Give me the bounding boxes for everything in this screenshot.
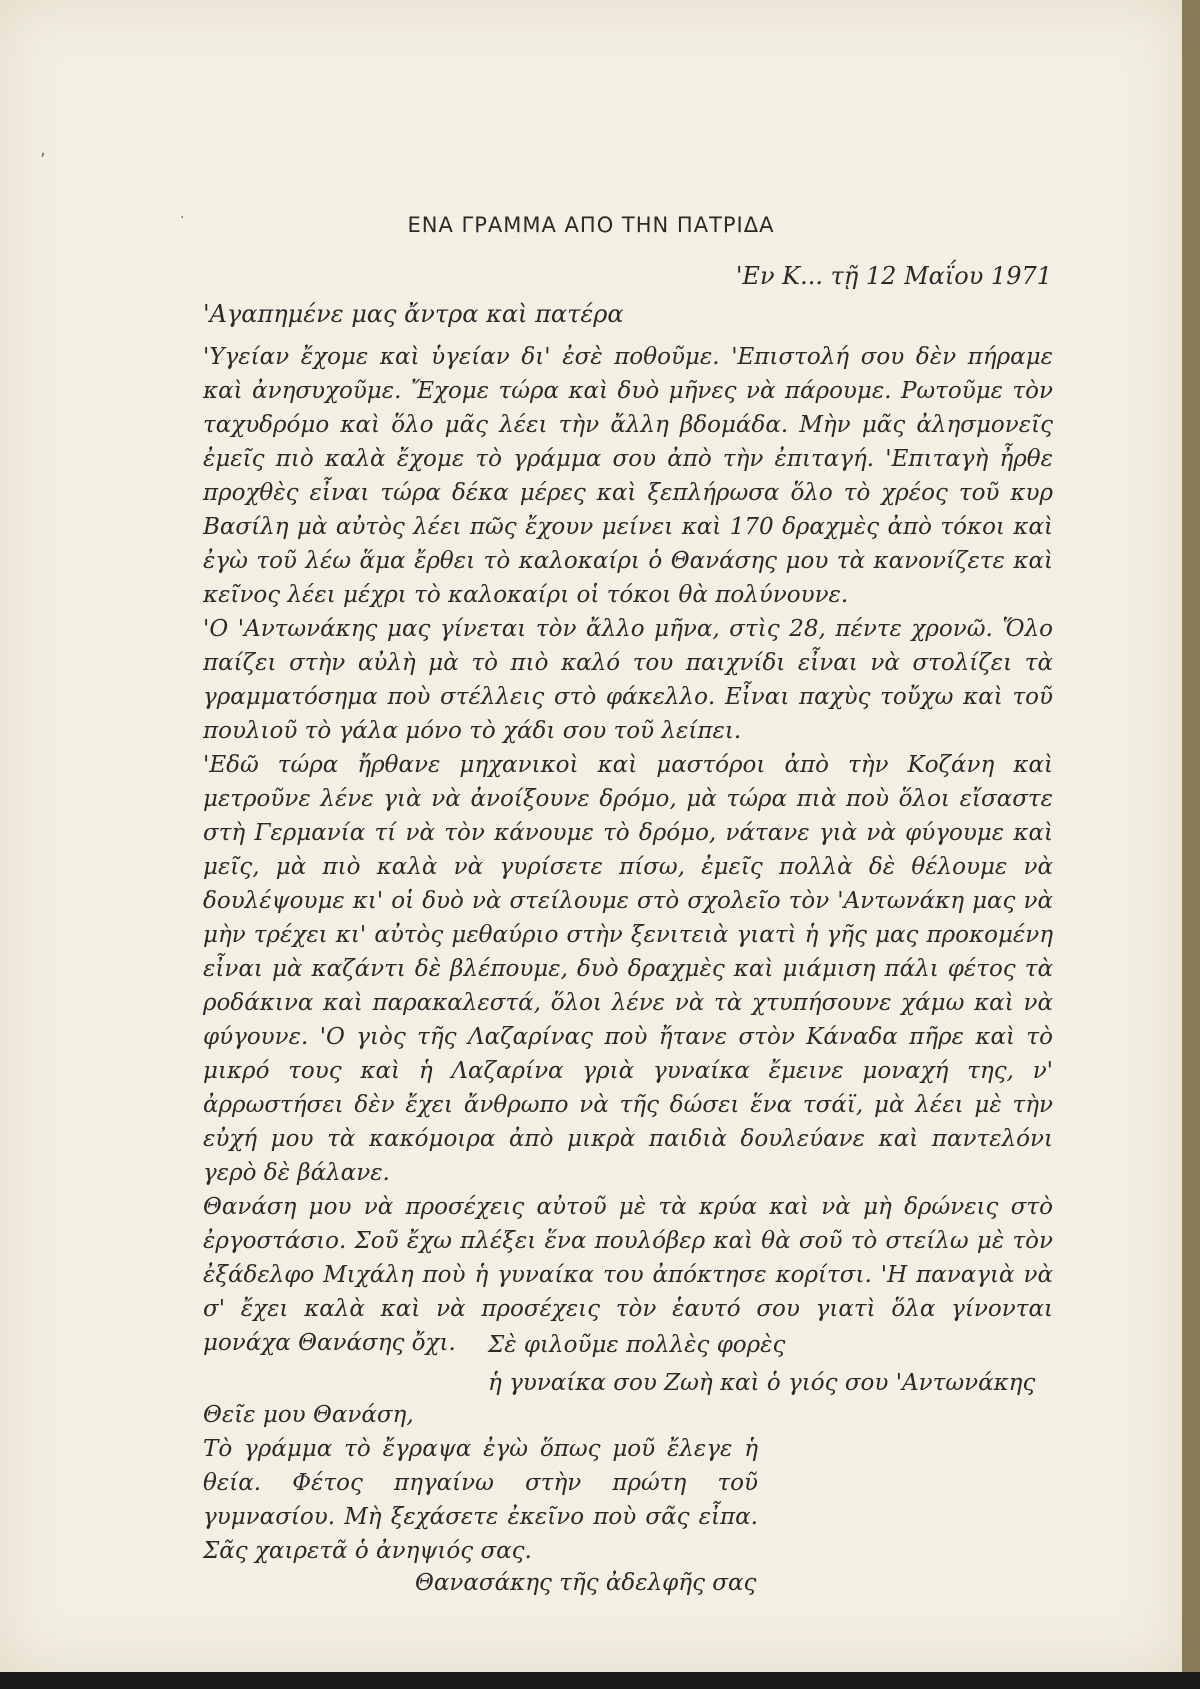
letter-paragraph: 'Ο 'Αντωνάκης μας γίνεται τὸν ἄλλο μῆνα, στὶς 28, πέντε χρονῶ. Ὅλο παίζει στὴν αὐλὴ μὰ τὸ πιὸ καλό του παιχνίδι εἶναι νὰ στολίζει τὰ γραμματόσημα ποὺ στέλλεις στὸ φάκελλο. Εἶναι παχὺς τοὔχω καὶ τοῦ πουλιοῦ τὸ γάλα μόνο τὸ χάδι σου τοῦ λείπει. bbox=[203, 616, 1053, 744]
postscript-signature: Θανασάκης τῆς ἀδελφῆς σας bbox=[415, 1570, 757, 1596]
letter-paragraph: Θανάση μου νὰ προσέχεις αὐτοῦ μὲ τὰ κρύα καὶ νὰ μὴ δρώνεις στὸ ἐργοστάσιο. Σοῦ ἔχω πλέξει ἕνα πουλόβερ καὶ θὰ σοῦ τὸ στείλω μὲ τὸν ἐξάδελφο Μιχάλη ποὺ ἡ γυναίκα του ἀπόκτησε κορίτσι. 'Η παναγιὰ νὰ σ' ἔχει καλὰ καὶ νὰ προσέχεις τὸν ἑαυτό σου γιατὶ ὅλα γίνονται μονάχα Θανάσης ὄχι. bbox=[203, 1194, 1053, 1356]
document-title: ΕΝΑ ΓΡΑΜΜΑ ΑΠΟ ΤΗΝ ΠΑΤΡΙΔΑ bbox=[407, 213, 775, 237]
paper-speck-mark: ʼ bbox=[40, 150, 46, 171]
postscript bbox=[203, 1398, 758, 1568]
letter-body bbox=[203, 340, 1053, 1360]
letter-paragraph: 'Υγείαν ἔχομε καὶ ὑγείαν δι' ἐσὲ ποθοῦμε. 'Επιστολή σου δὲν πήραμε καὶ ἀνησυχοῦμε. Ἔχομε τώρα καὶ δυὸ μῆνες νὰ πάρουμε. Ρωτοῦμε τὸν ταχυδρόμο καὶ ὅλο μᾶς λέει τὴν ἄλλη βδομάδα. Μὴν μᾶς ἀλησμονεῖς ἐμεῖς πιὸ καλὰ ἔχομε τὸ γράμμα σου ἀπὸ τὴν ἐπιταγή. 'Επιταγὴ ἦρθε προχθὲς εἶναι τώρα δέκα μέρες καὶ ξεπλήρωσα ὅλο τὸ χρέος τοῦ κυρ Βασίλη μὰ αὐτὸς λέει πῶς ἔχουν μείνει καὶ 170 δραχμὲς ἀπὸ τόκοι καὶ ἐγὼ τοῦ λέω ἅμα ἔρθει τὸ καλοκαίρι ὁ Θανάσης μου τὰ κανονίζετε καὶ κεῖνος λέει μέχρι τὸ καλοκαίρι οἱ τόκοι θὰ πολύνουνε. bbox=[203, 344, 1053, 608]
closing-line: Σὲ φιλοῦμε πολλὲς φορὲς bbox=[488, 1332, 786, 1358]
letter-paragraph: 'Εδῶ τώρα ἤρθανε μηχανικοὶ καὶ μαστόροι ἀπὸ τὴν Κοζάνη καὶ μετροῦνε λένε γιὰ νὰ ἀνοίξουνε δρόμο, μὰ τώρα πιὰ ποὺ ὅλοι εἴσαστε στὴ Γερμανία τί νὰ τὸν κάνουμε τὸ δρόμο, νάτανε γιὰ νὰ φύγουμε καὶ μεῖς, μὰ πιὸ καλὰ νὰ γυρίσετε πίσω, ἐμεῖς πολλὰ δὲ θέλουμε νὰ δουλέψουμε κι' οἱ δυὸ νὰ στείλουμε στὸ σχολεῖο τὸν 'Αντωνάκη μας νὰ μὴν τρέχει κι' αὐτὸς μεθαύριο στὴν ξενιτειὰ γιατὶ ἡ γῆς μας προκομένη εἶναι μὰ καζάντι δὲ βλέπουμε, δυὸ δραχμὲς καὶ μιάμιση πάλι φέτος τὰ ροδάκινα καὶ παρακαλεστά, ὅλοι λένε νὰ τὰ χτυπήσουνε χάμω καὶ νὰ φύγουνε. 'Ο γιὸς τῆς Λαζαρίνας ποὺ ἤτανε στὸν Κάναδα πῆρε καὶ τὸ μικρό τους καὶ ἡ Λαζαρίνα γριὰ γυναίκα ἔμεινε μοναχή της, ν' ἀρρωστήσει δὲν ἔχει ἄνθρωπο νὰ τῆς δώσει ἕνα τσάϊ, μὰ λέει μὲ τὴν εὐχή μου τὰ κακόμοιρα ἀπὸ μικρὰ παιδιὰ δουλεύανε καὶ παντελόνι γερὸ δὲ βάλανε. bbox=[203, 752, 1053, 1186]
postscript-greeting: Θεῖε μου Θανάση, bbox=[203, 1402, 414, 1428]
closing-signature: ἡ γυναίκα σου Ζωὴ καὶ ὁ γιός σου 'Αντωνάκης bbox=[488, 1370, 1036, 1396]
letter-dateline: 'Εν Κ... τῇ 12 Μαΐου 1971 bbox=[735, 262, 1052, 290]
paper-speck-mark: · bbox=[180, 210, 185, 226]
scan-border bbox=[0, 1672, 1200, 1689]
letter-salutation: 'Αγαπημένε μας ἄντρα καὶ πατέρα bbox=[203, 300, 624, 328]
postscript-body: Τὸ γράμμα τὸ ἔγραψα ἐγὼ ὅπως μοῦ ἔλεγε ἡ θεία. Φέτος πηγαίνω στὴν πρώτη τοῦ γυμνασίου. Μὴ ξεχάσετε ἐκεῖνο ποὺ σᾶς εἶπα. Σᾶς χαιρετᾶ ὁ ἀνηψιός σας. bbox=[203, 1436, 758, 1564]
